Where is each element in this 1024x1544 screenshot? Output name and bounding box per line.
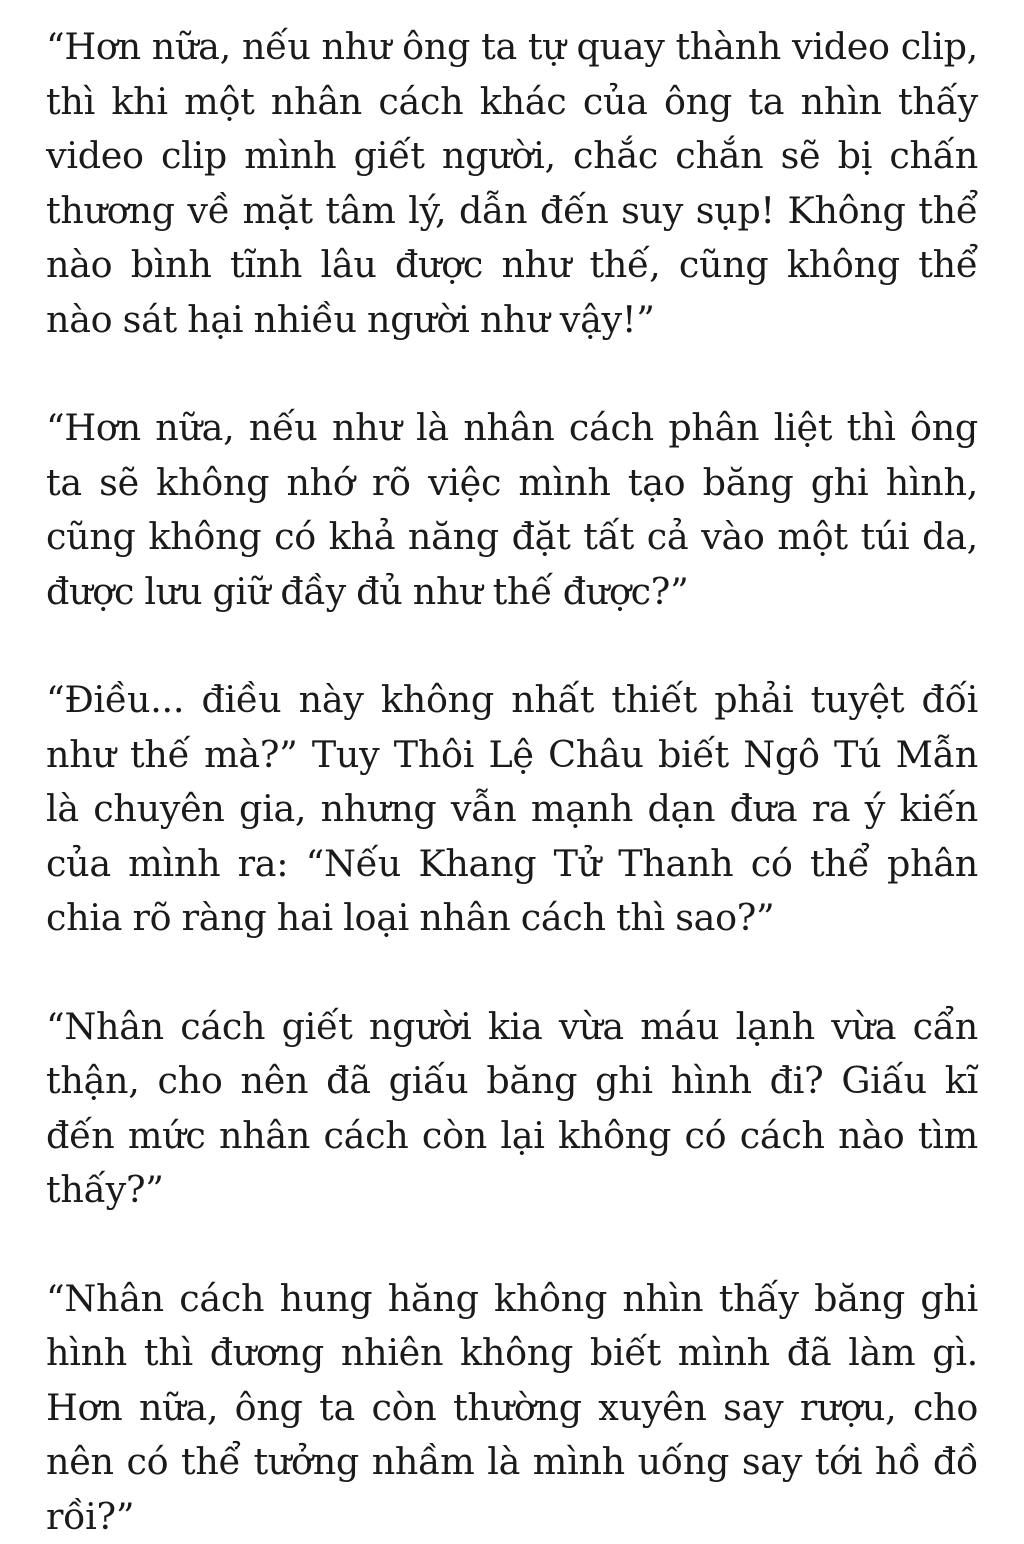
- paragraph-5: “Nhân cách hung hăng không nhìn thấy băng ghi hình thì đương nhiên không biết mình đã làm gì. Hơn nữa, ông ta còn thường xuyên say rượu, cho nên có thể tưởng nhầm là mình uống say tới hồ đồ rồi?”: [46, 1272, 978, 1544]
- paragraph-3: “Điều... điều này không nhất thiết phải tuyệt đối như thế mà?” Tuy Thôi Lệ Châu biết Ngô Tú Mẫn là chuyên gia, nhưng vẫn mạnh dạn đưa ra ý kiến của mình ra: “Nếu Khang Tử Thanh có thể phân chia rõ ràng hai loại nhân cách thì sao?”: [46, 673, 978, 946]
- paragraph-4: “Nhân cách giết người kia vừa máu lạnh vừa cẩn thận, cho nên đã giấu băng ghi hình đi? Giấu kĩ đến mức nhân cách còn lại không có cách nào tìm thấy?”: [46, 1000, 978, 1218]
- document-page: [46, 20, 978, 1544]
- paragraph-2: “Hơn nữa, nếu như là nhân cách phân liệt thì ông ta sẽ không nhớ rõ việc mình tạo băng ghi hình, cũng không có khả năng đặt tất cả vào một túi da, được lưu giữ đầy đủ như thế được?”: [46, 401, 978, 619]
- paragraph-1: “Hơn nữa, nếu như ông ta tự quay thành video clip, thì khi một nhân cách khác của ông ta nhìn thấy video clip mình giết người, chắc chắn sẽ bị chấn thương về mặt tâm lý, dẫn đến suy sụp! Không thể nào bình tĩnh lâu được như thế, cũng không thể nào sát hại nhiều người như vậy!”: [46, 20, 978, 347]
